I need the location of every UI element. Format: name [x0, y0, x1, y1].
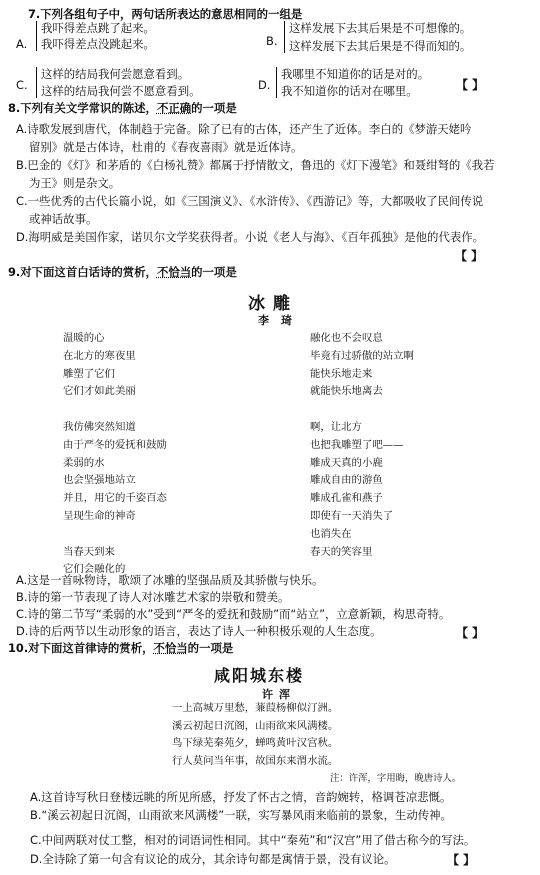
q7-option-b-label: B.: [266, 34, 278, 48]
q7-option-a-line2: 我吓得差点没跳起来。: [41, 37, 155, 51]
q7-option-c-label: C.: [16, 78, 28, 92]
q9-poem-left-line: 在北方的寒夜里: [63, 349, 136, 362]
q9-poem-left-line: 也会坚强地站立: [63, 474, 136, 487]
q9-poem-left-line: 我仿佛突然知道: [63, 421, 136, 433]
q7-option-a-line1: 我吓得差点跳了起来。: [41, 21, 155, 35]
q9-poem-left-line: 雕塑了它们: [63, 367, 115, 380]
q10-poem-author: 许浑: [262, 688, 296, 701]
q10-poem-line: 鸟下绿芜秦苑夕，蝉鸣黄叶汉宫秋。: [172, 737, 339, 749]
q8-option-c-line1: C.一些优秀的古代长篇小说，如《三国演义》、《水浒传》、《西游记》等，大都吸收了民间传说: [16, 194, 484, 208]
q9-poem-left-line: 它们会融化的: [63, 563, 126, 576]
q9-poem-right-line: 毕竟有过骄傲的站立啊: [310, 349, 414, 362]
q8-stem: 8.下列有关文学常识的陈述，不正确的一项是: [8, 101, 237, 115]
q8-option-c-line2: 或神话故事。: [29, 212, 98, 226]
q10-poem-title: 咸阳城东楼: [214, 666, 305, 685]
q8-option-b-line1: B.巴金的《灯》和茅盾的《白杨礼赞》都属于抒情散文，鲁迅的《灯下漫笔》和聂绀弩的《我若: [16, 158, 495, 172]
q7-stem: 7.下列各组句子中，两句话所表达的意思相同的一组是: [28, 7, 303, 21]
q9-stem-emphasis: 不恰当: [156, 265, 192, 279]
q7-option-b-brace: [284, 21, 285, 53]
q7-option-d-label: D.: [258, 78, 271, 92]
q7-answer-bracket[interactable]: 【 】: [456, 78, 485, 92]
q10-poem-line: 溪云初起日沉阁，山雨欲来风满楼。: [172, 719, 339, 732]
q7-option-c-line2: 这样的结局我何尝不愿意看到。: [41, 84, 201, 98]
q7-option-b-line1: 这样发展下去其后果是不可想像的。: [289, 21, 472, 35]
q10-poem-note: 注：许浑，字用晦，晚唐诗人。: [330, 773, 462, 784]
q9-poem-right-line: 即使有一天消失了: [310, 510, 394, 522]
q10-option-a: A.这首诗写秋日登楼远眺的所见所感，抒发了怀古之情，音韵婉转，格调苍凉悲慨。: [30, 790, 452, 804]
q9-option-d: D.诗的后两节以生动形象的语言，表达了诗人一种积极乐观的人生态度。: [16, 624, 382, 638]
q10-answer-bracket[interactable]: 【 】: [447, 853, 476, 867]
q9-poem-right-line: 也把我雕塑了吧——: [310, 438, 404, 451]
q7-option-d-line1: 我哪里不知道你的话是对的。: [281, 67, 430, 81]
q7-option-d-brace: [276, 67, 277, 98]
q8-stem-emphasis: 不正确: [156, 101, 192, 115]
q7-option-c-line1: 这样的结局我何尝愿意看到。: [41, 67, 190, 81]
q9-poem-left-line: 温暖的心: [63, 332, 105, 344]
q7-option-d-line2: 我不知道你的话对在哪里。: [281, 84, 418, 98]
q9-stem: 9.对下面这首白话诗的赏析，不恰当的一项是: [8, 265, 237, 279]
q8-option-a-line1: A.诗歌发展到唐代，体制趋于完备。除了已有的古体，还产生了近体。李白的《梦游天姥吟: [16, 122, 472, 136]
q10-option-c: C.中间两联对仗工整，相对的词语词性相同。其中“秦苑”和“汉宫”用了借古称今的写法。: [30, 833, 476, 847]
q7-option-b-line2: 这样发展下去其后果是不得而知的。: [289, 39, 472, 53]
q8-option-a-line2: 留别》就是古体诗，杜甫的《春夜喜雨》就是近体诗。: [29, 140, 303, 154]
q9-poem-left-line: 当春天到来: [63, 545, 115, 558]
q9-poem-right-line: 雕成天真的小鹿: [310, 456, 383, 469]
q9-poem-left-line: 它们才如此美丽: [63, 385, 136, 398]
q9-poem-right-line: 也消失在: [310, 527, 352, 540]
q9-option-a: A.这是一首咏物诗，歌颂了冰雕的坚强品质及其骄傲与快乐。: [16, 573, 324, 587]
q8-answer-bracket[interactable]: 【 】: [455, 249, 484, 263]
q9-poem-left-line: 呈现生命的神奇: [63, 510, 136, 522]
q9-poem-right-line: 春天的笑容里: [310, 545, 373, 558]
q9-poem-left-line: 由于严冬的爱抚和鼓励: [63, 438, 167, 451]
q8-option-b-line2: 为王》则是杂文。: [29, 176, 121, 190]
q10-poem-line: 行人莫问当年事，故国东来渭水流。: [172, 754, 339, 767]
q7-option-c-brace: [36, 67, 37, 98]
q10-option-d: D.全诗除了第一句含有议论的成分，其余诗句都是寓情于景，没有议论。: [30, 852, 396, 866]
q10-option-b: B.“溪云初起日沉阁，山雨欲来风满楼”一联，实写暴风雨来临前的景象，生动传神。: [30, 808, 452, 822]
q9-poem-left-line: 并且，用它的千姿百态: [63, 492, 167, 505]
q9-poem-left-line: 柔弱的水: [63, 456, 105, 469]
q9-poem-author: 李琦: [258, 314, 304, 327]
q9-poem-right-line: 啊，让北方: [310, 421, 362, 433]
q10-stem-emphasis: 不恰当: [153, 641, 188, 655]
q9-poem-right-line: 融化也不会叹息: [310, 332, 383, 344]
q9-option-c: C.诗的第二节写“柔弱的水”受到“严冬的爱抚和鼓励”而“站立”，立意新颖，构思奇特。: [16, 607, 451, 621]
q7-option-a-label: A.: [16, 37, 28, 51]
q9-answer-bracket[interactable]: 【 】: [456, 626, 485, 640]
q9-option-b: B.诗的第一节表现了诗人对冰雕艺术家的崇敬和赞美。: [16, 590, 290, 604]
q9-poem-right-line: 雕成孔雀和燕子: [310, 492, 383, 505]
q9-poem-right-line: 就能快乐地离去: [310, 385, 383, 398]
q9-poem-right-line: 能快乐地走来: [310, 367, 373, 380]
q10-stem: 10.对下面这首律诗的赏析，不恰当的一项是: [8, 641, 234, 655]
q7-option-a-brace: [36, 21, 37, 51]
q8-option-d: D.海明威是美国作家，诺贝尔文学奖获得者。小说《老人与海》、《百年孤独》是他的代表作。: [16, 230, 485, 244]
q9-poem-right-line: 雕成自由的游鱼: [310, 474, 383, 487]
q10-poem-line: 一上高城万里愁，蒹葭杨柳似汀洲。: [172, 702, 339, 714]
q9-poem-title: 冰雕: [248, 294, 298, 314]
